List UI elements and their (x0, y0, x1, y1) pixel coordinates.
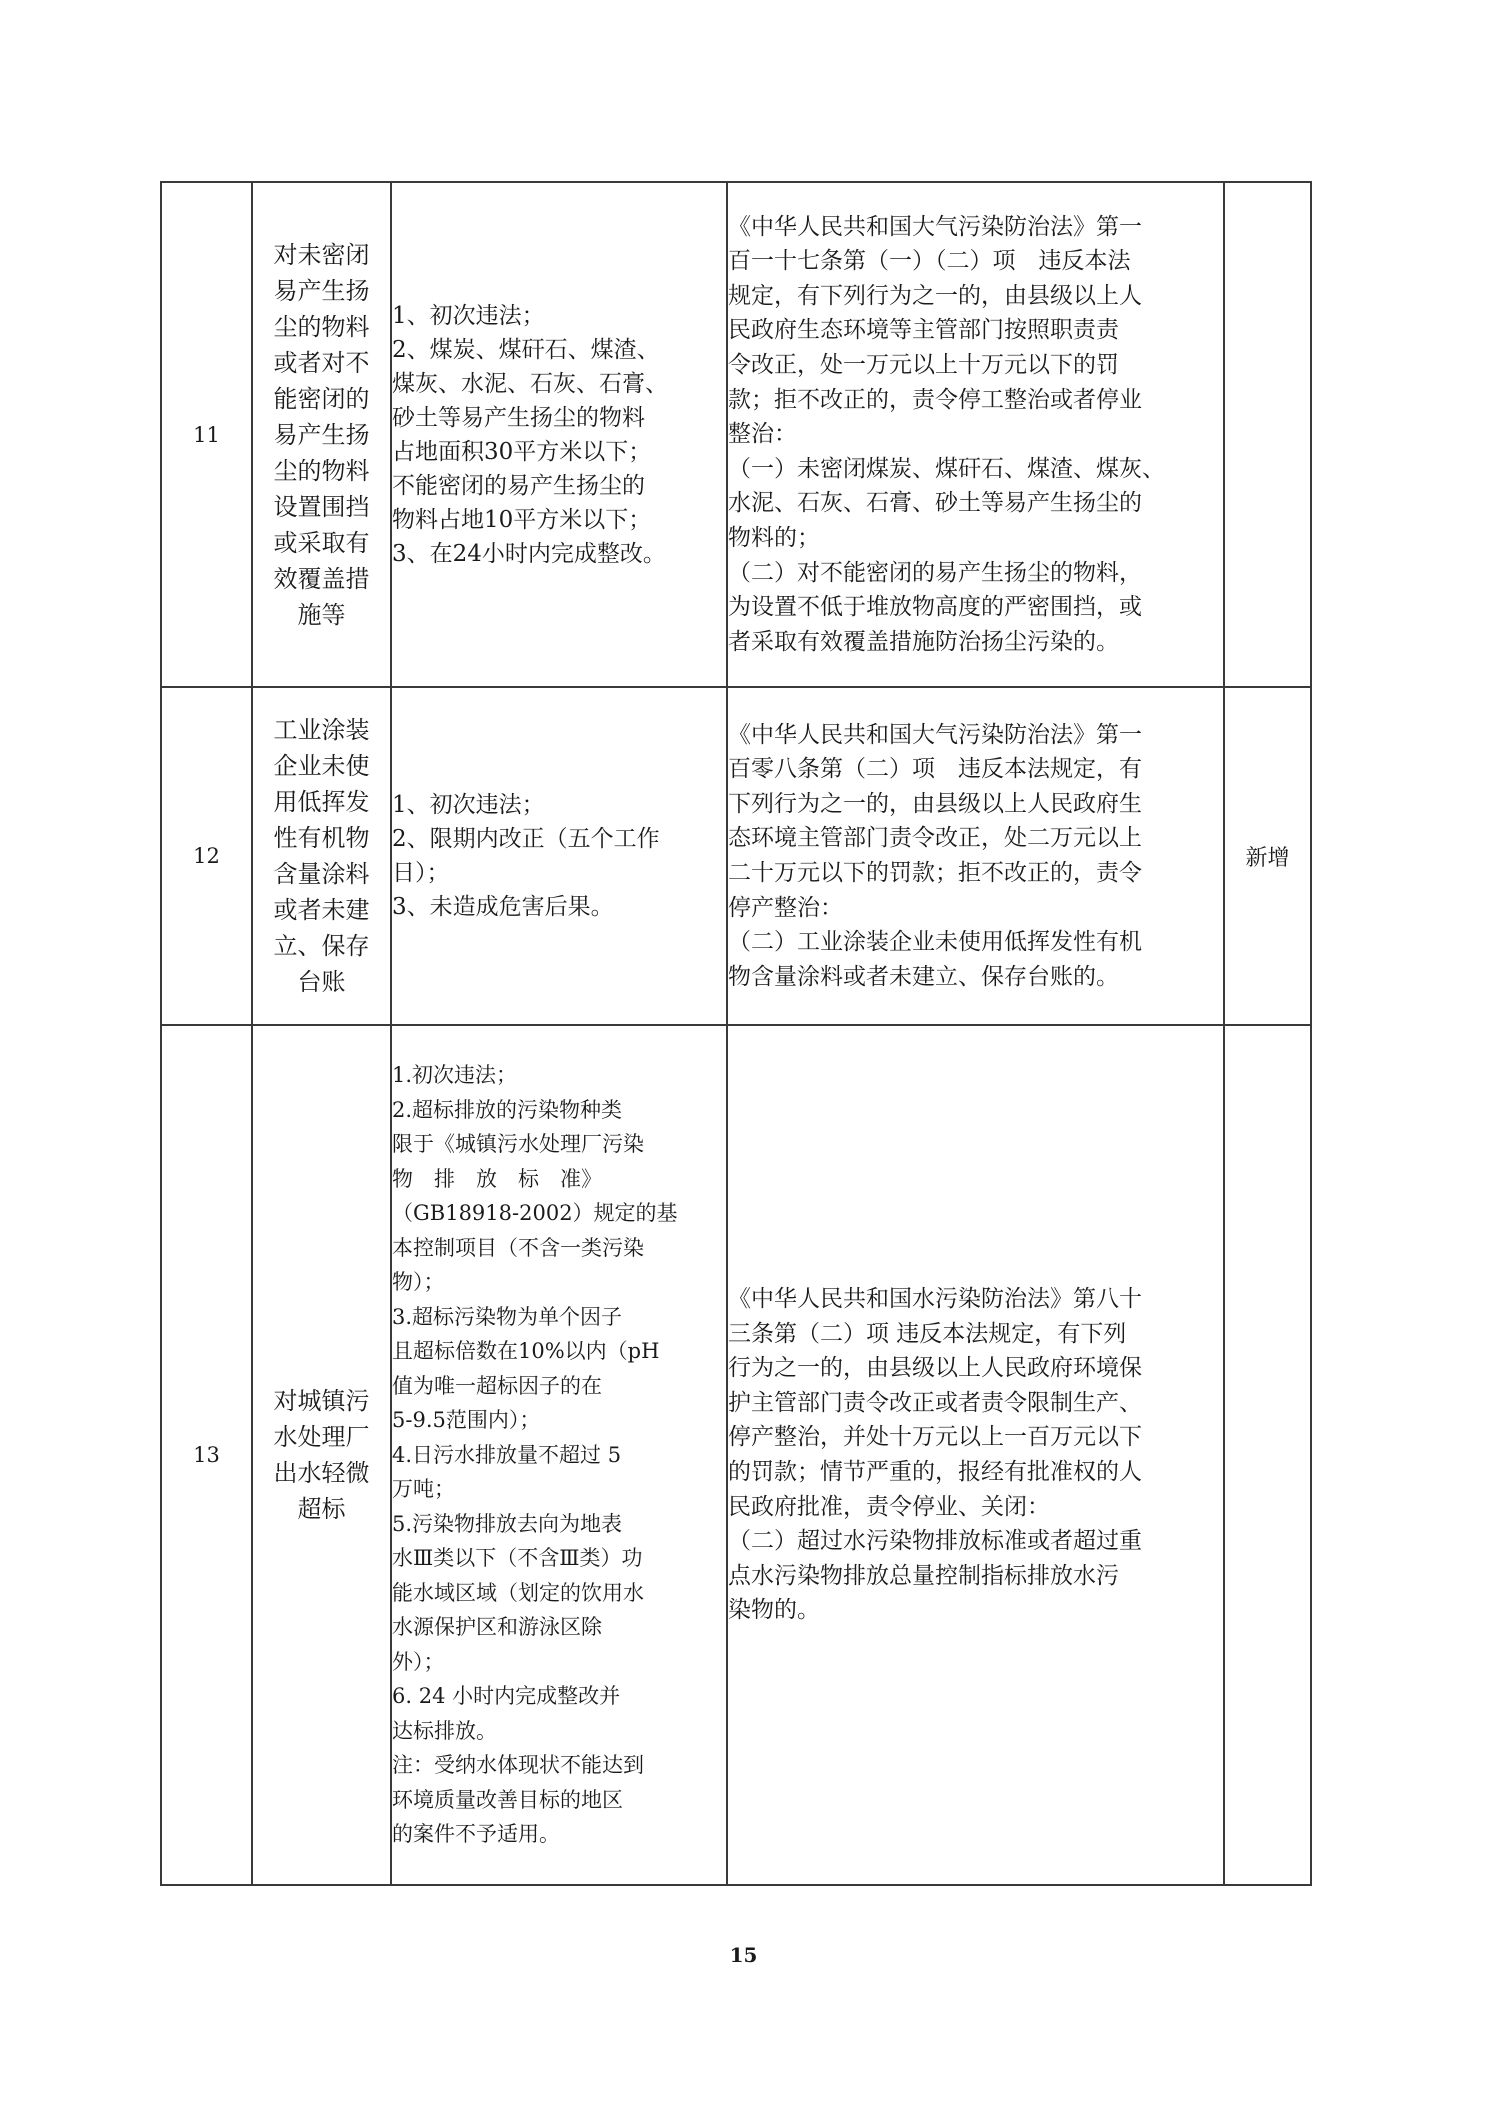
page-number: 15 (729, 1943, 758, 1967)
text-line: 环境质量改善目标的地区 (392, 1787, 623, 1812)
text-line: 《中华人民共和国大气污染防治法》第一 (728, 213, 1142, 240)
text-line: 为设置不低于堆放物高度的严密围挡，或 (728, 594, 1142, 621)
table-row (161, 687, 1311, 1025)
text-line: （二）工业涂装企业未使用低挥发性有机 (728, 929, 1142, 956)
text-line: 护主管部门责令改正或者责令限制生产、 (728, 1389, 1142, 1416)
text-line: （一）未密闭煤炭、煤矸石、煤渣、煤灰、 (728, 455, 1165, 482)
applicable-conditions (391, 1025, 727, 1885)
text-line: 且超标倍数在10%以内（pH (392, 1339, 660, 1364)
text-line: 水处理厂 (273, 1423, 370, 1451)
text-line: 含量涂料 (273, 860, 370, 888)
text-line: 设置围挡 (273, 492, 370, 521)
text-line: 对城镇污 (273, 1387, 370, 1415)
text-line: 1.初次违法； (392, 1063, 518, 1088)
text-line: 二十万元以下的罚款；拒不改正的，责令 (728, 860, 1142, 886)
text-line: 注：受纳水体现状不能达到 (392, 1753, 644, 1778)
text-line: 令改正，处一万元以上十万元以下的罚 (728, 352, 1119, 379)
text-line: 百一十七条第（一）（二）项 违反本法 (728, 248, 1131, 275)
text-line: 施等 (297, 600, 346, 629)
regulation-table-body (161, 182, 1311, 1885)
text-line: 性有机物 (273, 824, 370, 852)
text-line: 3、未造成危害后果。 (392, 894, 614, 920)
regulation-table (160, 181, 1312, 1886)
text-line: 外）； (392, 1649, 445, 1674)
text-line: （GB18918-2002）规定的基 (392, 1201, 678, 1226)
text-line: 易产生扬 (273, 420, 370, 449)
row-number: 11 (161, 182, 252, 687)
remarks: 新增 (1224, 687, 1311, 1025)
remarks (1224, 182, 1311, 687)
text-line: 效覆盖措 (273, 564, 370, 593)
text-line: 值为唯一超标因子的在 (392, 1373, 602, 1398)
text-line: 水泥、石灰、石膏、砂土等易产生扬尘的 (728, 490, 1142, 517)
violation-description (252, 1025, 391, 1885)
text-line: 4.日污水排放量不超过 5 (392, 1442, 622, 1467)
text-line: 5.污染物排放去向为地表 (392, 1511, 623, 1536)
text-line: 尘的物料 (273, 312, 370, 341)
text-line: 水Ⅲ类以下（不含Ⅲ类）功 (392, 1546, 643, 1571)
text-line: 染物的。 (728, 1597, 820, 1624)
text-line: 停产整治，并处十万元以上一百万元以下 (728, 1424, 1142, 1451)
text-line: 砂土等易产生扬尘的物料 (392, 404, 645, 431)
applicable-conditions (391, 687, 727, 1025)
text-line: 整治： (728, 421, 797, 448)
text-line: 工业涂装 (273, 716, 370, 744)
text-line: 占地面积30平方米以下； (392, 438, 652, 465)
text-line: 煤灰、水泥、石灰、石膏、 (392, 370, 668, 397)
text-line: 5-9.5范围内）； (392, 1408, 541, 1433)
text-line: 不能密闭的易产生扬尘的 (392, 472, 645, 499)
violation-description (252, 687, 391, 1025)
text-line: 物料占地10平方米以下； (392, 506, 652, 533)
text-line: 能密闭的 (273, 384, 370, 413)
text-line: 立、保存 (273, 932, 370, 960)
text-line: 水源保护区和游泳区除 (392, 1615, 602, 1640)
text-line: 物料的； (728, 524, 820, 551)
text-line: 达标排放。 (392, 1718, 497, 1743)
text-line: 3.超标污染物为单个因子 (392, 1304, 623, 1329)
text-line: 本控制项目（不含一类污染 (392, 1235, 644, 1260)
text-line: 用低挥发 (273, 788, 370, 816)
text-line: 规定，有下列行为之一的，由县级以上人 (728, 282, 1142, 309)
row-number: 13 (161, 1025, 252, 1885)
text-line: 或者对不 (273, 348, 370, 377)
text-line: 易产生扬 (273, 276, 370, 305)
text-line: （二）对不能密闭的易产生扬尘的物料， (728, 559, 1142, 586)
text-line: 或者未建 (273, 896, 370, 924)
applicable-conditions (391, 182, 727, 687)
text-line: 《中华人民共和国大气污染防治法》第一 (728, 721, 1142, 748)
text-line: 《中华人民共和国水污染防治法》第八十 (728, 1286, 1142, 1313)
text-line: 三条第（二）项 违反本法规定，有下列 (728, 1320, 1127, 1347)
text-line: 的罚款；情节严重的，报经有批准权的人 (728, 1459, 1142, 1485)
text-line: 台账 (297, 968, 346, 996)
legal-basis (727, 182, 1224, 687)
text-line: 民政府生态环境等主管部门按照职责责 (728, 317, 1119, 344)
text-line: 物）； (392, 1270, 445, 1295)
text-line: 万吨； (392, 1477, 455, 1502)
text-line: 的案件不予适用。 (392, 1822, 560, 1847)
text-line: 1、初次违法； (392, 302, 545, 329)
text-line: （二）超过水污染物排放标准或者超过重 (728, 1528, 1142, 1555)
text-line: 能水域区域（划定的饮用水 (392, 1580, 644, 1605)
text-line: 停产整治： (728, 894, 843, 921)
text-line: 物 排 放 标 准》 (392, 1166, 602, 1191)
text-line: 超标 (297, 1495, 346, 1523)
text-line: 或采取有 (273, 528, 370, 557)
text-line: 3、在24小时内完成整改。 (392, 540, 666, 567)
text-line: 民政府批准，责令停业、关闭： (728, 1493, 1050, 1520)
violation-description (252, 182, 391, 687)
table-row (161, 182, 1311, 687)
text-line: 物含量涂料或者未建立、保存台账的。 (728, 963, 1119, 990)
text-line: 对未密闭 (273, 240, 370, 269)
text-line: 下列行为之一的，由县级以上人民政府生 (728, 790, 1142, 817)
text-line: 企业未使 (273, 752, 370, 780)
text-line: 出水轻微 (273, 1459, 370, 1487)
text-line: 6. 24 小时内完成整改并 (392, 1684, 621, 1709)
text-line: 点水污染物排放总量控制指标排放水污 (728, 1562, 1119, 1589)
text-line: 态环境主管部门责令改正，处二万元以上 (728, 825, 1142, 852)
legal-basis (727, 687, 1224, 1025)
remarks (1224, 1025, 1311, 1885)
text-line: 百零八条第（二）项 违反本法规定，有 (728, 756, 1142, 783)
text-line: 限于《城镇污水处理厂污染 (392, 1132, 644, 1157)
row-number: 12 (161, 687, 252, 1025)
legal-basis (727, 1025, 1224, 1885)
text-line: 1、初次违法； (392, 792, 545, 818)
text-line: 2.超标排放的污染物种类 (392, 1097, 623, 1122)
text-line: 尘的物料 (273, 456, 370, 485)
text-line: 者采取有效覆盖措施防治扬尘污染的。 (728, 628, 1119, 655)
text-line: 2、煤炭、煤矸石、煤渣、 (392, 336, 660, 363)
text-line: 日）； (392, 860, 450, 886)
table-row (161, 1025, 1311, 1885)
text-line: 款；拒不改正的，责令停工整治或者停业 (728, 386, 1142, 413)
text-line: 行为之一的，由县级以上人民政府环境保 (728, 1355, 1142, 1382)
text-line: 2、限期内改正（五个工作 (392, 826, 660, 852)
